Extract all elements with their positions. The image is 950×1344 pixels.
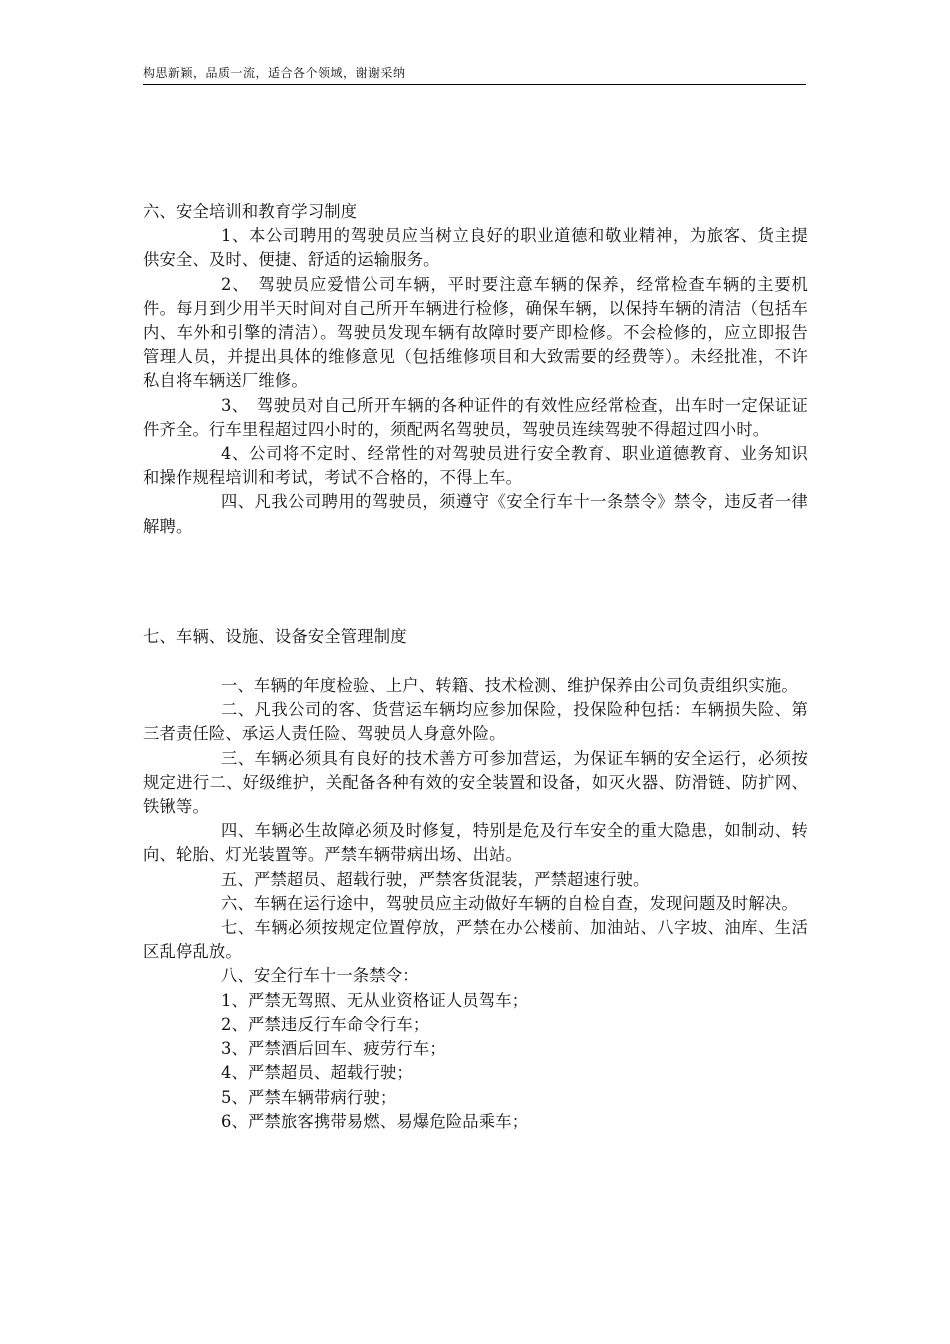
section-7-paragraph-7: 七、车辆必须按规定位置停放，严禁在办公楼前、加油站、八字坡、油库、生活区乱停乱放。 [143, 918, 808, 962]
section-6-title: 六、安全培训和教育学习制度 [143, 202, 358, 221]
section-6-paragraph-3: 3、 驾驶员对自己所开车辆的各种证件的有效性应经常检查，出车时一定保证证件齐全。行车里程超过四小时的，须配两名驾驶员，驾驶员连续驾驶不得超过四小时。 [143, 395, 808, 439]
prohibition-item: 1、严禁无驾照、无从业资格证人员驾车； [221, 990, 529, 1010]
prohibition-item: 5、严禁车辆带病行驶； [221, 1087, 397, 1107]
section-7-paragraph-3: 三、车辆必须具有良好的技术善方可参加营运，为保证车辆的安全运行，必须按规定进行二、好级维护，关配备各种有效的安全装置和设备，如灭火器、防滑链、防扩网、铁锹等。 [143, 748, 808, 817]
prohibition-item: 4、严禁超员、超载行驶； [221, 1063, 413, 1083]
prohibition-item: 6、严禁旅客携带易燃、易爆危险品乘车； [221, 1111, 529, 1131]
section-7-paragraph-6: 六、车辆在运行途中，驾驶员应主动做好车辆的自检自查，发现问题及时解决。 [221, 893, 798, 913]
section-6-paragraph-4: 4、公司将不定时、经常性的对驾驶员进行安全教育、职业道德教育、业务知识和操作规程培训和考试，考试不合格的，不得上车。 [143, 444, 808, 488]
prohibition-item: 3、严禁酒后回车、疲劳行车； [221, 1039, 446, 1059]
section-spacer [143, 539, 808, 625]
document-body [143, 200, 808, 1134]
section-7-paragraph-8: 八、安全行车十一条禁令： [221, 966, 419, 986]
section-7-paragraph-4: 四、车辆必生故障必须及时修复，特别是危及行车安全的重大隐患，如制动、转向、轮胎、灯光装置等。严禁车辆带病出场、出站。 [143, 821, 808, 865]
section-6-paragraph-5: 四、凡我公司聘用的驾驶员，须遵守《安全行车十一条禁令》禁令，违反者一律解聘。 [143, 492, 808, 536]
section-7-title: 七、车辆、设施、设备安全管理制度 [143, 626, 407, 646]
section-6-paragraph-1: 1、本公司聘用的驾驶员应当树立良好的职业道德和敬业精神，为旅客、货主提供安全、及时、便捷、舒适的运输服务。 [143, 226, 808, 270]
title-spacer [143, 649, 808, 674]
section-7-paragraph-5: 五、严禁超员、超载行驶，严禁客货混装，严禁超速行驶。 [221, 869, 650, 889]
section-7-paragraph-2: 二、凡我公司的客、货营运车辆均应参加保险，投保险种包括：车辆损失险、第三者责任险、承运人责任险、驾驶员人身意外险。 [143, 700, 808, 744]
page-header: 构思新颖，品质一流，适合各个领域，谢谢采纳 [143, 62, 806, 85]
prohibition-item: 2、严禁违反行车命令行车； [221, 1014, 430, 1034]
section-6-paragraph-2: 2、 驾驶员应爱惜公司车辆，平时要注意车辆的保养，经常检查车辆的主要机件。每月到少用半天时间对自己所开车辆进行检修，确保车辆，以保持车辆的清洁（包括车内、车外和引擎的清洁）。驾驶员发现车辆有故障时要产即检修。不会检修的，应立即报告管理人员，并提出具体的维修意见（包括维修项目和大致需要的经费等）。未经批准，不许私自将车辆送厂维修。 [143, 274, 808, 391]
section-7-paragraph-1: 一、车辆的年度检验、上户、转籍、技术检测、维护保养由公司负责组织实施。 [221, 676, 798, 696]
